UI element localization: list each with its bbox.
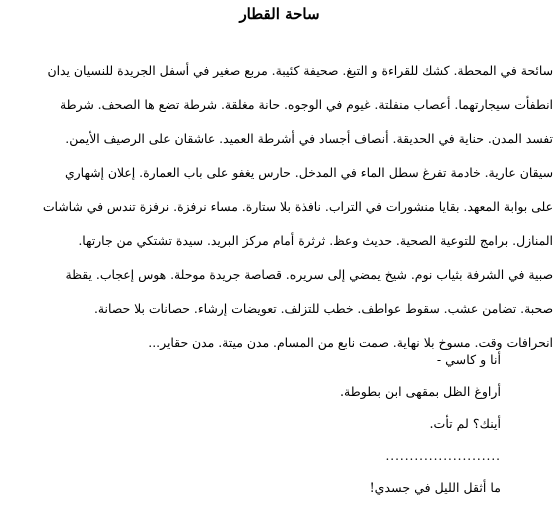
paragraph-line: تفسد المدن. حناية في الحديقة. أنصاف أجساد في أشرطة العميد. عاشقان على الرصيف الأيمن. bbox=[65, 131, 553, 146]
paragraph-line: على بوابة المعهد. بقايا منشورات في التراب. نافذة بلا ستارة. مساء نرفزة. نرفزة تندس في شاشات bbox=[42, 199, 553, 214]
poem-line: أنا و كاسي - bbox=[436, 352, 501, 367]
page-title: ساحة القطار bbox=[239, 5, 320, 23]
paragraph-line: انطفأت سيجارتهما. أعصاب منفلتة. غيوم في الوجوه. حانة مغلقة. شرطة تضع ها الصحف. شرطة bbox=[60, 97, 553, 112]
paragraph-line: سائحة في المحطة. كشك للقراءة و التبغ. صحيفة كئيبة. مربع صغير في أسفل الجريدة للنسيان يدان bbox=[47, 63, 553, 78]
paragraph-line: صحبة. تضامن عشب. سقوط عواطف. خطب للتزلف. تعويضات إرشاء. حصانات بلا حصانة. bbox=[93, 301, 553, 316]
poem-line: أراوغ الظل بمقهى ابن بطوطة. bbox=[339, 384, 501, 399]
paragraph-line: سيقان عارية. خادمة تفرغ سطل الماء في المدخل. حارس يغفو على باب العمارة. إعلان إشهاري bbox=[64, 165, 553, 180]
poem-stanza bbox=[61, 344, 501, 504]
poem-line: ما أثقل الليل في جسدي! bbox=[369, 480, 501, 495]
paragraph-line: صبية في الشرفة بثياب نوم. شيخ يمضي إلى سريره. قصاصة جريدة موحلة. هوس إعجاب. يقظة bbox=[65, 267, 553, 282]
paragraph-line: انحرافات وقت. مسوخ بلا نهاية. صمت نابع من المسام. مدن ميتة. مدن حقاير... bbox=[148, 335, 553, 350]
prose-paragraph bbox=[4, 54, 553, 360]
poem-line: أينك؟ لم تأت. bbox=[429, 416, 501, 431]
paragraph-line: المنازل. برامج للتوعية الصحية. حديث وعظ. ثرثرة أمام مركز البريد. سيدة تشتكي من جارتها. bbox=[78, 233, 553, 248]
ellipsis-divider: ........................ bbox=[385, 449, 501, 463]
